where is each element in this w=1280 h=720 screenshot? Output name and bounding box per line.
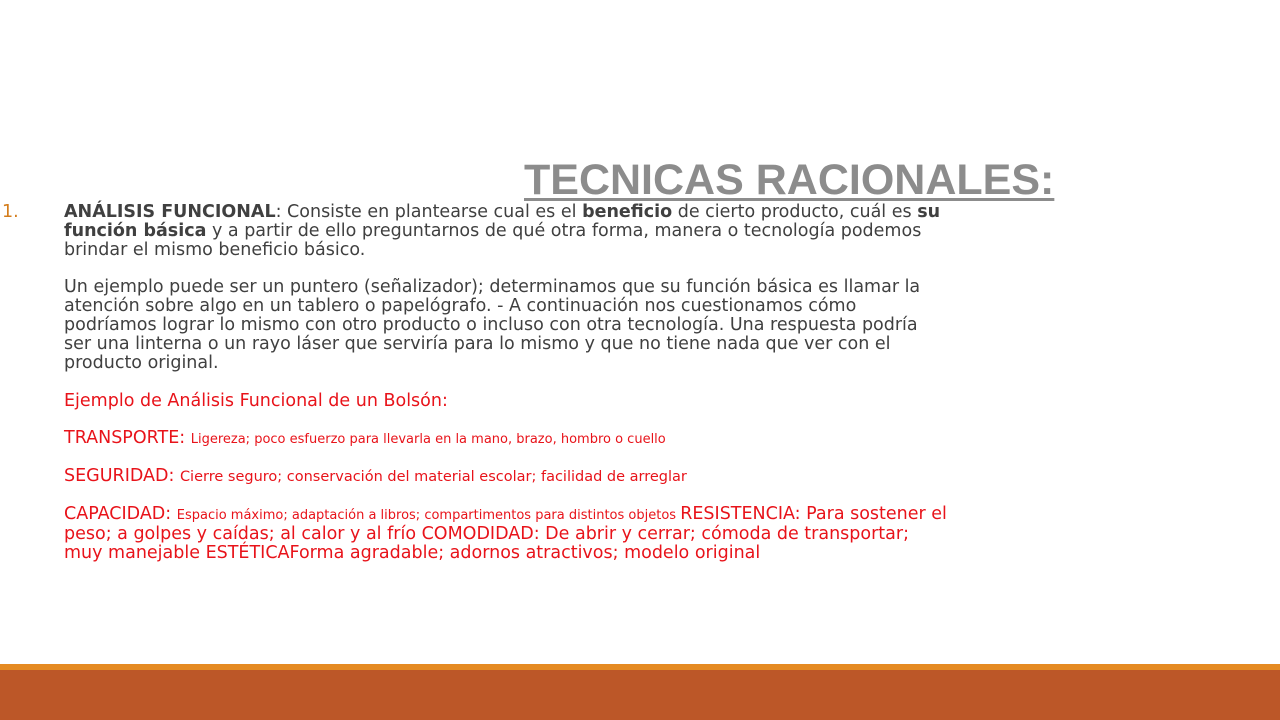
definition-bold-1: beneficio [582, 202, 673, 222]
example-paragraph: Un ejemplo puede ser un puntero (señalizador); determinamos que su función básica es llamar la atención sobre algo en un tablero o papelógrafo. - A continuación nos cuestionamos cómo podríamos lograr lo mismo con otro producto o incluso con otra tecnología. Una respuesta podría ser una linterna o un rayo láser que serviría para lo mismo y que no tiene nada que ver con el producto original. [64, 277, 921, 373]
seguridad-text: Cierre seguro; conservación del material escolar; facilidad de arreglar [179, 469, 687, 485]
slide-content [0, 203, 950, 581]
capacidad-text: Espacio máximo; adaptación a libros; compartimentos para distintos objetos [176, 508, 681, 523]
seguridad-item [64, 467, 950, 487]
definition-paragraph [64, 203, 950, 260]
capacidad-item [64, 505, 950, 563]
seguridad-label: SEGURIDAD: [64, 466, 180, 486]
capacidad-rest: RESISTENCIA: Para sostener el peso; a golpes y caídas; al calor y al frío COMODIDAD: De abrir y cerrar; cómoda de transportar; muy manejable ESTÉTICAForma agradable; adornos atractivos; modelo original [64, 504, 947, 563]
transporte-label: TRANSPORTE: [64, 428, 191, 448]
definition-text-1: : Consiste en plantearse cual es el [275, 202, 583, 222]
definition-text-2: de cierto producto, cuál es [672, 202, 918, 222]
definition-text-3: y a partir de ello preguntarnos de qué otra forma, manera o tecnología podemos brindar el mismo beneficio básico. [64, 221, 922, 260]
transporte-text: Ligereza; poco esfuerzo para llevarla en la mano, brazo, hombro o cuello [190, 432, 666, 447]
footer-bar [0, 670, 1280, 720]
transporte-item [64, 429, 950, 449]
term-heading: ANÁLISIS FUNCIONAL [64, 202, 276, 222]
list-number: 1. [2, 202, 19, 222]
example-heading: Ejemplo de Análisis Funcional de un Bolsón: [64, 391, 448, 411]
list-item-body [64, 203, 950, 563]
capacidad-label: CAPACIDAD: [64, 504, 177, 524]
slide-title: TECNICAS RACIONALES: [524, 156, 1055, 204]
definition-bold-2: su función básica [64, 202, 941, 241]
